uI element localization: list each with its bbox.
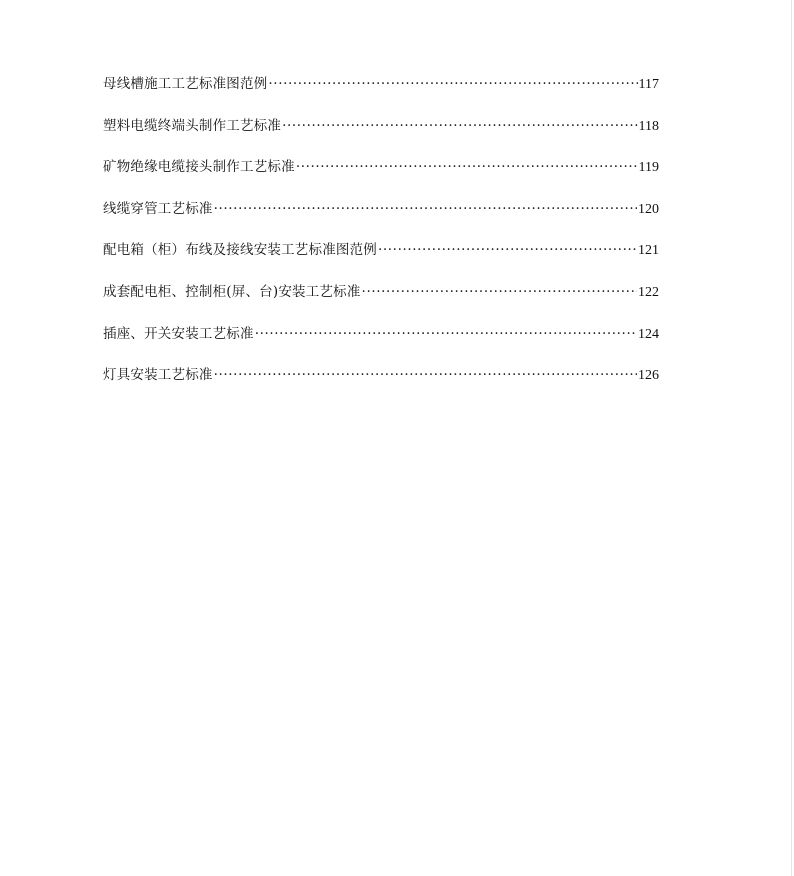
toc-entry-title: 成套配电柜、控制柜(屏、台)安装工艺标准: [103, 283, 361, 300]
toc-entry-distribution-box[interactable]: [103, 238, 659, 280]
toc-entry-page-number: 120: [638, 201, 659, 217]
toc-entry-socket-switch[interactable]: [103, 322, 659, 364]
toc-entry-cable-conduit[interactable]: [103, 197, 659, 239]
toc-dot-leader: [282, 118, 637, 134]
toc-entry-title: 母线槽施工工艺标准图范例: [103, 76, 268, 92]
toc-entry-page-number: 119: [638, 160, 659, 176]
toc-dot-leader: [214, 367, 637, 383]
toc-dot-leader: [255, 326, 637, 342]
toc-entry-switchgear-cabinet[interactable]: [103, 280, 659, 322]
toc-entry-title: 灯具安装工艺标准: [103, 367, 213, 384]
toc-entry-title: 配电箱（柜）布线及接线安装工艺标准图范例: [103, 242, 377, 259]
toc-entry-page-number: 118: [638, 118, 659, 134]
toc-entry-busway[interactable]: [103, 72, 659, 114]
toc-dot-leader: [296, 159, 638, 175]
table-of-contents: [103, 72, 659, 405]
toc-entry-page-number: 121: [638, 243, 659, 259]
toc-dot-leader: [362, 284, 637, 300]
toc-entry-title: 插座、开关安装工艺标准: [103, 325, 254, 342]
toc-entry-title: 塑料电缆终端头制作工艺标准: [103, 117, 282, 134]
toc-entry-title: 线缆穿管工艺标准: [103, 200, 213, 217]
toc-entry-plastic-cable-terminal[interactable]: [103, 114, 659, 156]
toc-entry-page-number: 126: [638, 368, 659, 384]
toc-dot-leader: [378, 242, 637, 258]
toc-entry-mineral-cable-joint[interactable]: [103, 155, 659, 197]
toc-entry-page-number: 122: [638, 284, 659, 300]
toc-entry-page-number: 117: [638, 77, 659, 92]
toc-dot-leader: [214, 201, 637, 217]
toc-entry-lamp-installation[interactable]: [103, 363, 659, 405]
page-edge-divider: [791, 0, 792, 876]
toc-entry-title: 矿物绝缘电缆接头制作工艺标准: [103, 159, 295, 176]
toc-entry-page-number: 124: [638, 326, 659, 342]
toc-dot-leader: [268, 76, 637, 92]
